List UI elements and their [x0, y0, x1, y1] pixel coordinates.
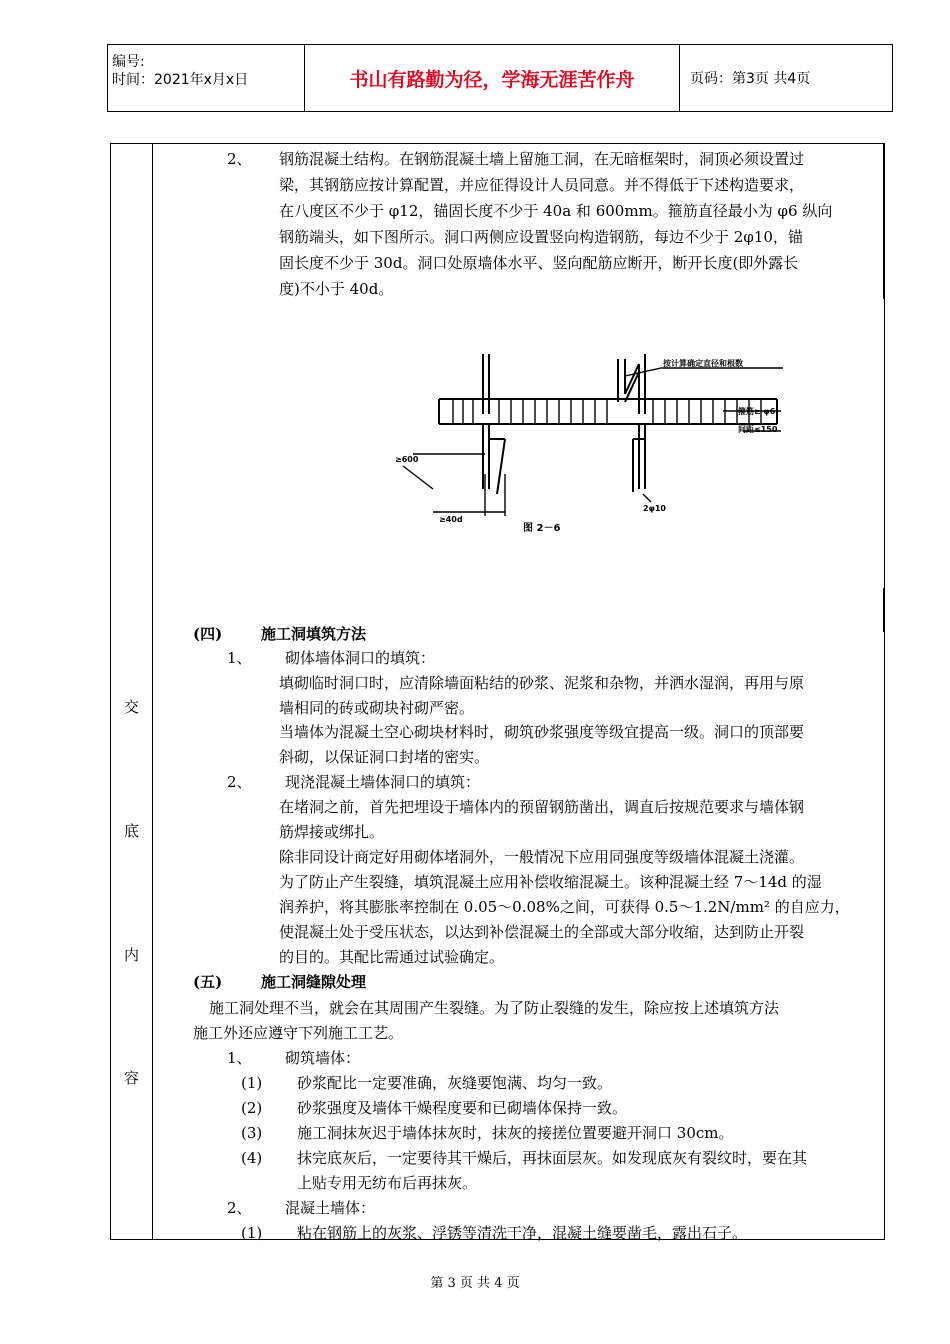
rebar-figure	[393, 354, 783, 534]
sub-item-num: (1)	[241, 1224, 263, 1242]
item-num: 1、	[227, 1049, 252, 1067]
header-page-cell	[680, 45, 892, 111]
item-num: 2、	[227, 773, 252, 791]
left-char: 内	[123, 946, 139, 964]
item-title: 混凝土墙体：	[285, 1199, 376, 1217]
figure-caption: 图 2－6	[523, 523, 561, 534]
paragraph-line: 施工外还应遵守下列施工工艺。	[193, 1024, 404, 1042]
time-label: 时间：2021年x月x日	[112, 72, 249, 88]
content-table	[110, 143, 885, 1240]
item-title: 现浇混凝土墙体洞口的填筑：	[285, 773, 481, 791]
slogan: 书山有路勤为径，学海无涯苦作舟	[349, 68, 635, 91]
section4-title: 施工洞填筑方法	[261, 625, 367, 643]
page-footer: 第 3 页 共 4 页	[430, 1276, 520, 1291]
item-num: 1、	[227, 649, 252, 667]
cell-border	[883, 144, 884, 299]
paragraph-line: 度)不小于 40d。	[279, 280, 394, 298]
left-char: 底	[123, 822, 139, 840]
paragraph-line: 润养护，将其膨胀率控制在 0.05～0.08%之间，可获得 0.5～1.2N/mm² 的自应力，	[279, 898, 850, 916]
section5-marker: (五)	[193, 973, 223, 991]
item-num: 2、	[227, 1199, 252, 1217]
item-title: 砌筑墙体：	[285, 1049, 361, 1067]
sub-item-text: 砂浆配比一定要准确，灰缝要饱满、均匀一致。	[297, 1074, 613, 1092]
header-meta-cell	[108, 45, 305, 111]
paragraph-line: 为了防止产生裂缝，填筑混凝土应用补偿收缩混凝土。该种混凝土经 7～14d 的湿	[279, 873, 822, 891]
figure-label: 间距≤150	[738, 425, 778, 434]
paragraph-line: 筋焊接或绑扎。	[279, 823, 385, 841]
paragraph-line: 使混凝土处于受压状态，以达到补偿混凝土的全部或大部分收缩，达到防止开裂	[279, 923, 805, 941]
left-char: 容	[123, 1069, 139, 1087]
item-title: 砌体墙体洞口的填筑：	[285, 649, 436, 667]
sub-item-text: 抹完底灰后，一定要待其干燥后，再抹面层灰。如发现底灰有裂纹时，要在其	[297, 1149, 808, 1167]
paragraph-line: 梁，其钢筋应按计算配置，并应征得设计人员同意。并不得低于下述构造要求，	[279, 176, 805, 194]
sub-item-num: (1)	[241, 1074, 263, 1092]
page-info: 页码：第3页 共4页	[690, 71, 811, 87]
paragraph-line: 施工洞处理不当，就会在其周围产生裂缝。为了防止裂缝的发生，除应按上述填筑方法	[209, 999, 780, 1017]
sub-item-num: (4)	[241, 1149, 263, 1167]
paragraph-line: 在八度区不少于 φ12，锚固长度不少于 40a 和 600mm。箍筋直径最小为 φ6 纵向	[279, 202, 833, 220]
sub-item-num: (3)	[241, 1124, 263, 1142]
paragraph-line: 墙相同的砖或砌块衬砌严密。	[279, 699, 475, 717]
paragraph-line: 斜砌，以保证洞口封堵的密实。	[279, 748, 490, 766]
sub-item-text: 粘在钢筋上的灰浆、浮锈等清洗干净，混凝土缝要凿毛，露出石子。	[297, 1224, 748, 1242]
section2-num: 2、	[227, 150, 252, 168]
sub-item-num: (2)	[241, 1099, 263, 1117]
left-char: 交	[123, 698, 139, 716]
section5-title: 施工洞缝隙处理	[261, 973, 367, 991]
figure-label: ≥600	[395, 455, 419, 464]
paragraph-line: 钢筋混凝土结构。在钢筋混凝土墙上留施工洞，在无暗框架时，洞顶必须设置过	[279, 150, 805, 168]
sub-item-text: 上贴专用无纺布后再抹灰。	[297, 1174, 478, 1192]
cell-border	[883, 588, 884, 632]
paragraph-line: 钢筋端头，如下图所示。洞口两侧应设置竖向构造钢筋，每边不少于 2φ10，锚	[279, 228, 803, 246]
paragraph-line: 固长度不少于 30d。洞口处原墙体水平、竖向配筋应断开，断开长度(即外露长	[279, 254, 799, 272]
paragraph-line: 除非同设计商定好用砌体堵洞外，一般情况下应用同强度等级墙体混凝土浇灌。	[279, 848, 805, 866]
sub-item-text: 施工洞抹灰迟于墙体抹灰时，抹灰的接搓位置要避开洞口 30cm。	[297, 1124, 734, 1142]
header-slogan-cell	[305, 45, 680, 111]
number-label: 编号:	[112, 54, 145, 70]
figure-label: 按计算确定直径和根数	[663, 359, 743, 368]
page-header	[107, 44, 893, 112]
content-cell	[153, 144, 884, 1242]
paragraph-line: 的目的。其配比需通过试验确定。	[279, 948, 505, 966]
paragraph-line: 在堵洞之前，首先把埋设于墙体内的预留钢筋凿出，调直后按规范要求与墙体钢	[279, 798, 805, 816]
paragraph-line: 当墙体为混凝土空心砌块材料时，砌筑砂浆强度等级宜提高一级。洞口的顶部要	[279, 723, 805, 741]
section4-marker: (四)	[193, 625, 223, 643]
paragraph-line: 填砌临时洞口时，应清除墙面粘结的砂浆、泥浆和杂物，并洒水湿润，再用与原	[279, 674, 805, 692]
left-column	[111, 144, 153, 1239]
figure-label: ≥40d	[439, 515, 463, 524]
figure-label: 2φ10	[643, 504, 666, 513]
figure-label: 箍筋≥ φ6	[738, 407, 776, 416]
sub-item-text: 砂浆强度及墙体干燥程度要和已砌墙体保持一致。	[297, 1099, 628, 1117]
